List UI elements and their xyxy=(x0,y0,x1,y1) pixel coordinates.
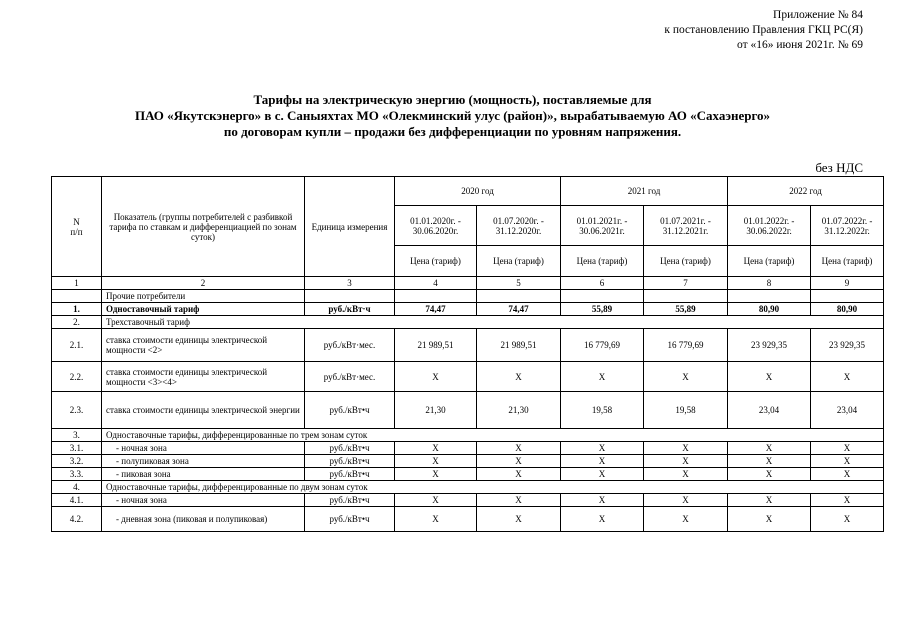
row-unit: руб./кВт•ч xyxy=(305,494,395,507)
empty-cell xyxy=(561,290,644,303)
row-value: 23 929,35 xyxy=(811,329,884,362)
row-value: Х xyxy=(811,455,884,468)
row-unit: руб./кВт•ч xyxy=(305,442,395,455)
row-value: Х xyxy=(644,442,728,455)
header-period: 01.07.2020г. - 31.12.2020г. xyxy=(477,206,561,246)
header-period: 01.01.2022г. - 30.06.2022г. xyxy=(728,206,811,246)
row-value: Х xyxy=(395,468,477,481)
appendix-date: от «16» июня 2021г. № 69 xyxy=(737,39,863,51)
row-value: Х xyxy=(728,455,811,468)
row-num: 2. xyxy=(52,316,102,329)
row-num: 2.3. xyxy=(52,392,102,429)
row-value: Х xyxy=(811,494,884,507)
row-name: - пиковая зона xyxy=(102,468,305,481)
title-line-3: по договорам купли – продажи без дифференциации по уровням напряжения. xyxy=(223,124,682,139)
table-row-2 xyxy=(52,316,884,329)
row-value: 16 779,69 xyxy=(644,329,728,362)
row-name: ставка стоимости единицы электрической мощности <3><4> xyxy=(102,362,305,392)
row-value: Х xyxy=(728,468,811,481)
row-value: Х xyxy=(477,442,561,455)
row-value: 19,58 xyxy=(561,392,644,429)
column-number: 8 xyxy=(728,277,811,290)
column-number: 9 xyxy=(811,277,884,290)
header-num: N п/п xyxy=(52,177,102,277)
document-title xyxy=(40,92,865,140)
empty-cell xyxy=(52,290,102,303)
row-value: Х xyxy=(477,468,561,481)
row-value: 23 929,35 xyxy=(728,329,811,362)
column-numbers-row xyxy=(52,277,884,290)
row-value: Х xyxy=(561,362,644,392)
header-period: 01.07.2021г. - 31.12.2021г. xyxy=(644,206,728,246)
row-value: Х xyxy=(811,442,884,455)
row-name: Трехставочный тариф xyxy=(102,316,884,329)
row-unit: руб./кВт•ч xyxy=(305,468,395,481)
row-unit: руб./кВт·мес. xyxy=(305,362,395,392)
empty-cell xyxy=(477,290,561,303)
vat-note: без НДС xyxy=(815,160,863,175)
row-value: Х xyxy=(811,507,884,532)
tariff-table xyxy=(51,176,884,532)
row-value: Х xyxy=(477,362,561,392)
header-period: 01.01.2020г. - 30.06.2020г. xyxy=(395,206,477,246)
row-name: - ночная зона xyxy=(102,442,305,455)
row-value: 21,30 xyxy=(477,392,561,429)
appendix-number: Приложение № 84 xyxy=(773,9,863,21)
header-price: Цена (тариф) xyxy=(561,246,644,277)
header-indicator: Показатель (группы потребителей с разбивкой тарифа по ставкам и дифференциацией по зонам суток) xyxy=(102,177,305,277)
row-value: Х xyxy=(477,455,561,468)
row-value: 23,04 xyxy=(728,392,811,429)
header-period: 01.07.2022г. - 31.12.2022г. xyxy=(811,206,884,246)
row-num: 3.3. xyxy=(52,468,102,481)
row-value: Х xyxy=(644,507,728,532)
row-unit: руб./кВт•ч xyxy=(305,392,395,429)
header-price: Цена (тариф) xyxy=(644,246,728,277)
row-name: - ночная зона xyxy=(102,494,305,507)
column-number: 7 xyxy=(644,277,728,290)
column-number: 3 xyxy=(305,277,395,290)
row-value: Х xyxy=(395,494,477,507)
row-num: 3. xyxy=(52,429,102,442)
header-price: Цена (тариф) xyxy=(477,246,561,277)
row-value: Х xyxy=(561,442,644,455)
row-value: Х xyxy=(644,468,728,481)
row-value: Х xyxy=(561,468,644,481)
row-value: Х xyxy=(728,362,811,392)
row-value: Х xyxy=(395,507,477,532)
row-value: Х xyxy=(561,507,644,532)
row-value: 80,90 xyxy=(728,303,811,316)
row-value: 21 989,51 xyxy=(477,329,561,362)
empty-cell xyxy=(728,290,811,303)
row-num: 2.1. xyxy=(52,329,102,362)
row-value: 21 989,51 xyxy=(395,329,477,362)
row-value: 23,04 xyxy=(811,392,884,429)
row-value: Х xyxy=(395,362,477,392)
row-value: Х xyxy=(728,442,811,455)
table-row-other-consumers xyxy=(52,290,884,303)
column-number: 1 xyxy=(52,277,102,290)
row-name: ставка стоимости единицы электрической мощности <2> xyxy=(102,329,305,362)
empty-cell xyxy=(305,290,395,303)
row-value: Х xyxy=(395,455,477,468)
appendix-resolution: к постановлению Правления ГКЦ РС(Я) xyxy=(664,24,863,36)
appendix-reference xyxy=(664,8,863,53)
table-row-3-3 xyxy=(52,468,884,481)
table-row-4 xyxy=(52,481,884,494)
header-price: Цена (тариф) xyxy=(395,246,477,277)
header-period: 01.01.2021г. - 30.06.2021г. xyxy=(561,206,644,246)
column-number: 6 xyxy=(561,277,644,290)
empty-cell xyxy=(395,290,477,303)
row-num: 4.2. xyxy=(52,507,102,532)
row-name: ставка стоимости единицы электрической энергии xyxy=(102,392,305,429)
row-value: Х xyxy=(811,362,884,392)
row-value: 74,47 xyxy=(395,303,477,316)
table-row-2-2 xyxy=(52,362,884,392)
empty-cell xyxy=(811,290,884,303)
header-row-years xyxy=(52,177,884,206)
header-price: Цена (тариф) xyxy=(728,246,811,277)
row-name: Одноставочные тарифы, дифференцированные по двум зонам суток xyxy=(102,481,884,494)
table-row-1 xyxy=(52,303,884,316)
row-value: Х xyxy=(728,494,811,507)
row-name: Одноставочный тариф xyxy=(102,303,305,316)
row-value: 74,47 xyxy=(477,303,561,316)
row-unit: руб./кВт·ч xyxy=(305,303,395,316)
empty-cell xyxy=(644,290,728,303)
row-num: 4.1. xyxy=(52,494,102,507)
row-num: 4. xyxy=(52,481,102,494)
row-value: 55,89 xyxy=(644,303,728,316)
row-unit: руб./кВт·мес. xyxy=(305,329,395,362)
row-unit: руб./кВт•ч xyxy=(305,455,395,468)
row-value: 19,58 xyxy=(644,392,728,429)
row-value: Х xyxy=(477,507,561,532)
row-num: 3.1. xyxy=(52,442,102,455)
row-value: 80,90 xyxy=(811,303,884,316)
row-value: 16 779,69 xyxy=(561,329,644,362)
row-value: Х xyxy=(644,362,728,392)
row-name: Прочие потребители xyxy=(102,290,305,303)
row-name: - дневная зона (пиковая и полупиковая) xyxy=(102,507,305,532)
table-row-4-1 xyxy=(52,494,884,507)
header-year-2022: 2022 год xyxy=(728,177,884,206)
table-row-2-1 xyxy=(52,329,884,362)
row-value: Х xyxy=(811,468,884,481)
row-value: Х xyxy=(561,455,644,468)
row-value: 21,30 xyxy=(395,392,477,429)
row-value: Х xyxy=(728,507,811,532)
column-number: 5 xyxy=(477,277,561,290)
row-unit: руб./кВт•ч xyxy=(305,507,395,532)
row-num: 3.2. xyxy=(52,455,102,468)
row-value: Х xyxy=(477,494,561,507)
title-line-1: Тарифы на электрическую энергию (мощность), поставляемые для xyxy=(253,92,652,107)
row-value: Х xyxy=(561,494,644,507)
title-line-2: ПАО «Якутскэнерго» в с. Саныяхтах МО «Олекминский улус (район)», вырабатываемую АО «Сахаэнерго» xyxy=(134,108,771,123)
table-row-2-3 xyxy=(52,392,884,429)
row-num: 2.2. xyxy=(52,362,102,392)
row-num: 1. xyxy=(52,303,102,316)
table-row-3 xyxy=(52,429,884,442)
row-value: 55,89 xyxy=(561,303,644,316)
table-row-4-2 xyxy=(52,507,884,532)
table-row-3-1 xyxy=(52,442,884,455)
header-year-2021: 2021 год xyxy=(561,177,728,206)
header-price: Цена (тариф) xyxy=(811,246,884,277)
header-unit: Единица измерения xyxy=(305,177,395,277)
table-row-3-2 xyxy=(52,455,884,468)
column-number: 4 xyxy=(395,277,477,290)
row-value: Х xyxy=(644,455,728,468)
header-year-2020: 2020 год xyxy=(395,177,561,206)
column-number: 2 xyxy=(102,277,305,290)
row-name: - полупиковая зона xyxy=(102,455,305,468)
row-value: Х xyxy=(644,494,728,507)
row-value: Х xyxy=(395,442,477,455)
row-name: Одноставочные тарифы, дифференцированные по трем зонам суток xyxy=(102,429,884,442)
